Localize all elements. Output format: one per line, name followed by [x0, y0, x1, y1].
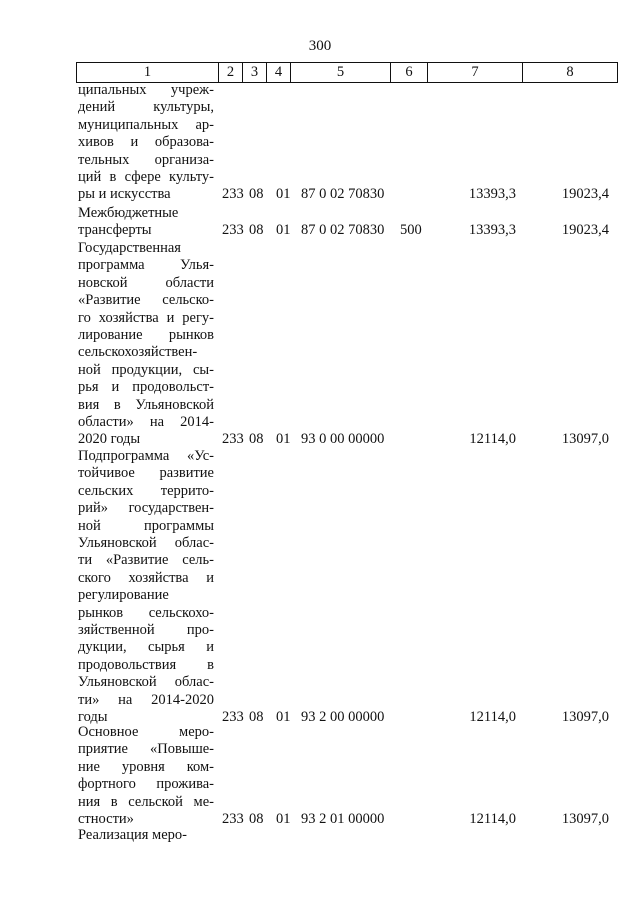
description-line: ций в сфере культу-: [78, 169, 214, 186]
cell-col-8: 19023,4: [561, 222, 609, 239]
cell-col-5: 87 0 02 70830: [301, 222, 385, 239]
cell-col-7: 13393,3: [468, 222, 516, 239]
table-row: [0, 82, 640, 204]
cell-col-4: 01: [276, 222, 291, 239]
description-line: тойчивое развитие: [78, 465, 214, 482]
cell-col-3: 08: [249, 222, 264, 239]
table-row: [0, 448, 640, 726]
description-line: трансферты: [78, 222, 152, 239]
description-line: продовольствия в: [78, 656, 214, 673]
cell-col-7: 12114,0: [469, 810, 516, 827]
description-line: ния в сельской ме-: [78, 793, 214, 810]
description-line: Ульяновской облас-: [78, 535, 214, 552]
description-line: фортного прожива-: [78, 776, 214, 793]
row-description: [78, 724, 214, 828]
cell-col-5: 87 0 02 70830: [301, 186, 385, 203]
description-line: Ульяновской облас-: [78, 674, 214, 691]
description-line: хивов и образова-: [78, 134, 214, 151]
cell-col-2: 233: [222, 810, 244, 827]
column-header-row: [76, 62, 618, 83]
cell-col-4: 01: [276, 708, 291, 725]
description-line: области» на 2014-: [78, 414, 214, 431]
cell-col-4: 01: [276, 431, 291, 448]
description-line: «Развитие сельско-: [78, 292, 214, 309]
description-line: сельскохозяйствен-: [78, 344, 198, 361]
description-line: вия в Ульяновской: [78, 396, 214, 413]
cell-col-3: 08: [249, 431, 264, 448]
description-line: ского хозяйства и: [78, 569, 214, 586]
description-line: тельных организа-: [78, 151, 214, 168]
column-header-3: 3: [243, 63, 267, 83]
description-line: регулирование: [78, 587, 169, 604]
cell-col-5: 93 0 00 00000: [301, 431, 385, 448]
description-line: сельских террито-: [78, 482, 214, 499]
description-line: Подпрограмма «Ус-: [78, 448, 214, 464]
cell-col-7: 13393,3: [468, 186, 516, 203]
table-row: [0, 827, 640, 844]
row-description: [78, 82, 214, 204]
table-row: [0, 240, 640, 449]
cell-col-4: 01: [276, 810, 291, 827]
description-line: Основное меро-: [78, 724, 214, 740]
description-line: Государственная: [78, 240, 181, 256]
description-line: рья и продовольст-: [78, 379, 214, 396]
column-header-2: 2: [219, 63, 243, 83]
row-description: [78, 448, 214, 727]
description-line: дений культуры,: [78, 99, 214, 116]
description-line: рий» государствен-: [78, 500, 214, 517]
description-line: ципальных учреж-: [78, 82, 214, 98]
description-line: программа Улья-: [78, 257, 214, 274]
description-line: зяйственной про-: [78, 622, 214, 639]
description-line: ти «Развитие сель-: [78, 552, 214, 569]
table-row: [0, 205, 640, 240]
description-line: ной продукции, сы-: [78, 361, 214, 378]
cell-col-8: 13097,0: [561, 431, 609, 448]
cell-col-7: 12114,0: [469, 431, 516, 448]
column-header-4: 4: [267, 63, 291, 83]
description-line: Межбюджетные: [78, 205, 179, 221]
column-header-6: 6: [391, 63, 428, 83]
description-line: годы: [78, 709, 108, 726]
column-header-7: 7: [428, 63, 523, 83]
description-line: ной программы: [78, 517, 214, 534]
description-line: муниципальных ар-: [78, 116, 214, 133]
row-description: [78, 827, 214, 844]
cell-col-3: 08: [249, 186, 264, 203]
description-line: ние уровня ком-: [78, 758, 214, 775]
description-line: лирование рынков: [78, 327, 214, 344]
column-header-1: 1: [77, 63, 219, 83]
column-header-8: 8: [523, 63, 618, 83]
description-line: дукции, сырья и: [78, 639, 214, 656]
description-line: 2020 годы: [78, 431, 141, 448]
row-description: [78, 205, 214, 240]
cell-col-8: 13097,0: [561, 708, 609, 725]
cell-col-8: 19023,4: [561, 186, 609, 203]
cell-col-2: 233: [222, 186, 244, 203]
cell-col-6: 500: [400, 222, 422, 239]
cell-col-3: 08: [249, 708, 264, 725]
description-line: ти» на 2014-2020: [78, 691, 214, 708]
cell-col-2: 233: [222, 431, 244, 448]
description-line: Реализация меро-: [78, 827, 187, 843]
description-line: новской области: [78, 274, 214, 291]
cell-col-7: 12114,0: [469, 708, 516, 725]
cell-col-4: 01: [276, 186, 291, 203]
page-number: 300: [308, 38, 332, 54]
table-row: [0, 724, 640, 828]
description-line: го хозяйства и регу-: [78, 309, 214, 326]
description-line: приятие «Повыше-: [78, 741, 214, 758]
cell-col-3: 08: [249, 810, 264, 827]
cell-col-2: 233: [222, 708, 244, 725]
cell-col-5: 93 2 01 00000: [301, 810, 385, 827]
cell-col-5: 93 2 00 00000: [301, 708, 385, 725]
row-description: [78, 240, 214, 449]
description-line: стности»: [78, 811, 134, 828]
description-line: ры и искусства: [78, 186, 171, 203]
cell-col-8: 13097,0: [561, 810, 609, 827]
column-header-5: 5: [291, 63, 391, 83]
description-line: рынков сельскохо-: [78, 604, 214, 621]
cell-col-2: 233: [222, 222, 244, 239]
